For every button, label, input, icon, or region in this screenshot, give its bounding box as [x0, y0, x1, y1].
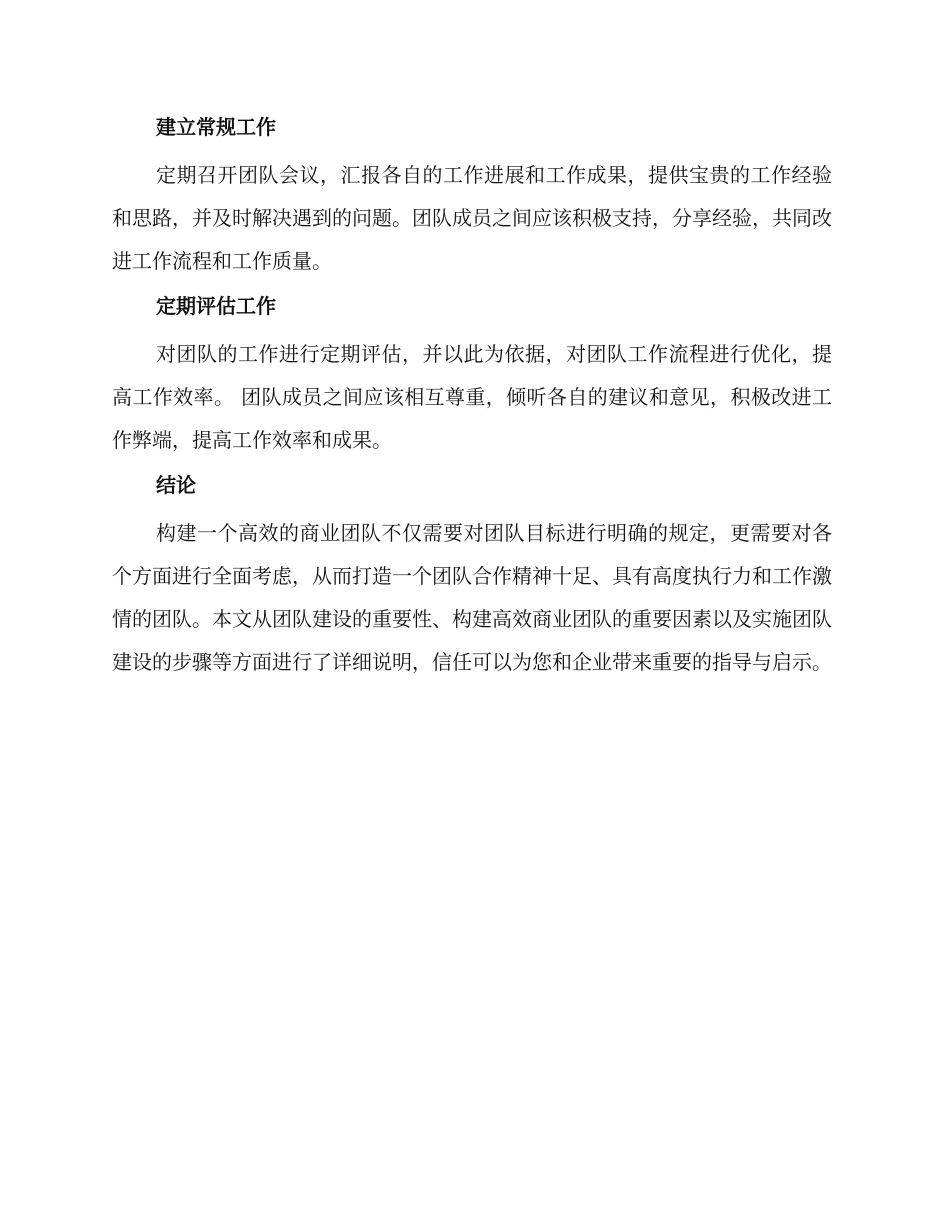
section-conclusion: [112, 470, 832, 684]
section-routine-work: [112, 112, 832, 283]
section-paragraph: 对团队的工作进行定期评估，并以此为依据，对团队工作流程进行优化，提高工作效率。 团队成员之间应该相互尊重，倾听各自的建议和意见，积极改进工作弊端，提高工作效率和成果。: [112, 342, 832, 452]
section-paragraph: 构建一个高效的商业团队不仅需要对团队目标进行明确的规定，更需要对各个方面进行全面考虑，从而打造一个团队合作精神十足、具有高度执行力和工作激情的团队。本文从团队建设的重要性、构建高效商业团队的重要因素以及实施团队建设的步骤等方面进行了详细说明，信任可以为您和企业带来重要的指导与启示。: [112, 521, 832, 674]
section-heading: 建立常规工作: [156, 115, 276, 139]
section-heading: 定期评估工作: [156, 294, 276, 318]
section-paragraph: 定期召开团队会议，汇报各自的工作进展和工作成果，提供宝贵的工作经验和思路，并及时解决遇到的问题。团队成员之间应该积极支持，分享经验，共同改进工作流程和工作质量。: [112, 163, 832, 273]
section-periodic-evaluation: [112, 291, 832, 462]
document-page: [112, 112, 832, 692]
section-heading: 结论: [156, 473, 196, 497]
